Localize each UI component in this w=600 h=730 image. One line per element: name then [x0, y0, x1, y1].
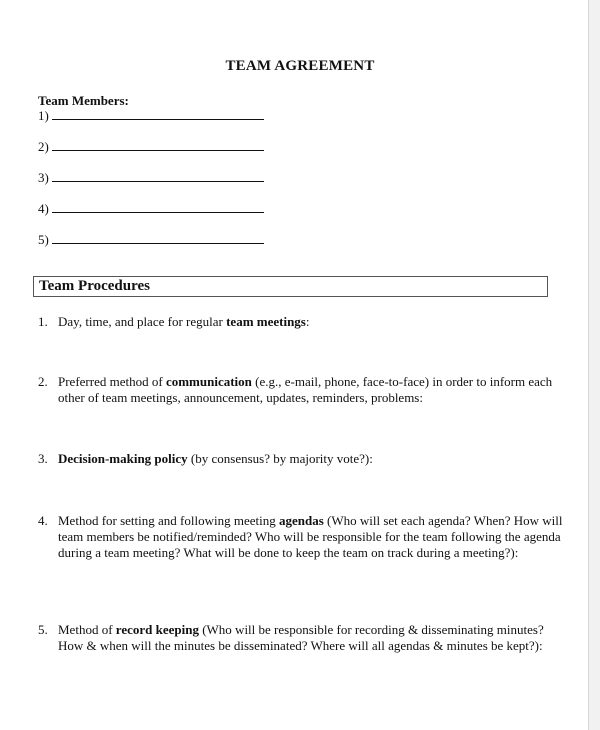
- procedure-text-pre: Method of: [58, 622, 116, 637]
- team-member-line-2: [38, 139, 264, 155]
- team-member-blank: [52, 233, 264, 244]
- procedure-item-2: [38, 374, 568, 406]
- procedure-text: [58, 451, 568, 467]
- document-title: TEAM AGREEMENT: [225, 58, 375, 74]
- scrollbar-track[interactable]: [589, 0, 600, 730]
- team-member-blank: [52, 109, 264, 120]
- procedure-number: 5.: [38, 622, 48, 637]
- procedure-number: 3.: [38, 451, 48, 466]
- procedure-text-bold: communication: [165, 374, 252, 389]
- procedure-text-pre: Day, time, and place for regular: [58, 314, 227, 329]
- team-member-line-4: [38, 201, 264, 217]
- team-member-line-3: [38, 170, 264, 186]
- team-member-number: 3): [38, 170, 49, 185]
- team-member-number: 1): [38, 108, 49, 123]
- procedure-text-post: (Who will set each agenda? When? How will team members be notified/reminded? Who will be responsible for the team following the agenda during a team meeting? What will be done to keep the team on track during a meeting?):: [58, 513, 563, 560]
- section-title: Team Procedures: [39, 278, 150, 294]
- section-header-box: [33, 276, 548, 297]
- procedure-text-post: (Who will be responsible for recording & disseminating minutes? How & when will the minutes be disseminated? Where will all agendas & minutes be kept?):: [58, 622, 544, 653]
- procedure-text-bold: Decision-making policy: [58, 451, 188, 466]
- team-member-number: 5): [38, 232, 49, 247]
- procedure-number: 4.: [38, 513, 48, 528]
- procedure-text: [58, 314, 568, 330]
- procedure-text-pre: Preferred method of: [58, 374, 166, 389]
- procedure-text: [58, 622, 568, 654]
- procedure-number: 2.: [38, 374, 48, 389]
- team-members-heading: Team Members:: [38, 93, 129, 108]
- procedure-item-5: [38, 622, 568, 654]
- procedure-item-3: [38, 451, 568, 467]
- team-member-blank: [52, 140, 264, 151]
- team-member-number: 2): [38, 139, 49, 154]
- procedure-text: [58, 374, 568, 406]
- team-member-line-1: [38, 108, 264, 124]
- procedure-text-bold: team meetings: [226, 314, 306, 329]
- procedure-text-pre: Method for setting and following meeting: [58, 513, 279, 528]
- team-member-blank: [52, 171, 264, 182]
- procedure-number: 1.: [38, 314, 48, 329]
- procedure-text-bold: record keeping: [115, 622, 199, 637]
- procedure-item-4: [38, 513, 568, 561]
- procedure-text-post: (e.g., e-mail, phone, face-to-face) in order to inform each other of team meetings, announcement, updates, reminders, problems:: [58, 374, 553, 405]
- procedure-text-post: (by consensus? by majority vote?):: [187, 451, 373, 466]
- procedure-text-bold: agendas: [278, 513, 324, 528]
- team-member-number: 4): [38, 201, 49, 216]
- team-member-blank: [52, 202, 264, 213]
- team-member-line-5: [38, 232, 264, 248]
- procedure-item-1: [38, 314, 568, 330]
- procedure-text-post: :: [305, 314, 310, 329]
- procedure-text: [58, 513, 568, 561]
